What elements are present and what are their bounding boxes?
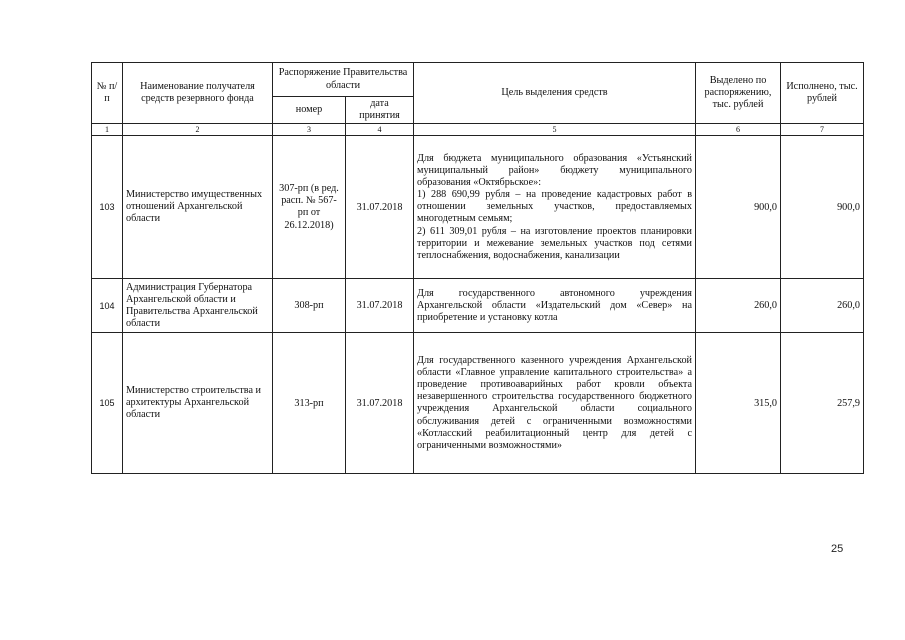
column-number: 7 [781,124,864,136]
row-number: 105 [92,333,123,474]
column-number: 5 [414,124,696,136]
purpose-paragraph: 2) 611 309,01 рубля – на изготовление проектов планировки территории и межевание земельных участков под сетями теплоснабжения, водоснабжения, канализации [417,225,692,261]
column-number-row [92,124,864,136]
reserve-fund-table [91,62,864,474]
purpose-paragraph: Для государственного автономного учреждения Архангельской области «Издательский дом «Север» на приобретение и установку котла [417,287,692,323]
order-date-cell: 31.07.2018 [346,333,414,474]
order-date-cell: 31.07.2018 [346,136,414,279]
column-number: 3 [273,124,346,136]
column-number: 1 [92,124,123,136]
table-row [92,136,864,279]
purpose-paragraph: 1) 288 690,99 рубля – на проведение кадастровых работ в отношении земельных участков, предоставляемых многодетным семьям; [417,189,692,225]
row-number: 104 [92,279,123,333]
purpose-paragraph: Для государственного казенного учреждения Архангельской области «Главное управление капитального строительства» а проведение противоаварийных работ кровли объекта незавершенного строительства государственного бюджетного учреждения Архангельской области социального обслуживания детей с ограниченными возможностями «Котласский реабилитационный центр для детей с ограниченными возможностями» [417,355,692,451]
recipient-cell: Министерство строительства и архитектуры Архангельской области [123,333,273,474]
recipient-cell: Администрация Губернатора Архангельской области и Правительства Архангельской области [123,279,273,333]
executed-cell: 260,0 [781,279,864,333]
purpose-paragraph: Для бюджета муниципального образования «Устьянский муниципальный район» бюджету муниципального образования «Октябрьское»: [417,153,692,189]
header-purpose: Цель выделения средств [414,63,696,124]
header-num: № п/п [92,63,123,124]
column-number: 2 [123,124,273,136]
header-order-date: дата принятия [346,97,414,124]
purpose-cell [414,279,696,333]
executed-cell: 900,0 [781,136,864,279]
header-order: Распоряжение Правительства области [273,63,414,97]
purpose-cell [414,136,696,279]
allocated-cell: 315,0 [696,333,781,474]
order-date-cell: 31.07.2018 [346,279,414,333]
table-row [92,333,864,474]
page-number: 25 [831,543,844,555]
executed-cell: 257,9 [781,333,864,474]
table-row [92,279,864,333]
allocated-cell: 260,0 [696,279,781,333]
allocated-cell: 900,0 [696,136,781,279]
row-number: 103 [92,136,123,279]
recipient-cell: Министерство имущественных отношений Архангельской области [123,136,273,279]
header-executed: Исполнено, тыс. рублей [781,63,864,124]
header-allocated: Выделено по распоряжению, тыс. рублей [696,63,781,124]
order-number-cell: 308-рп [273,279,346,333]
order-number-cell: 307-рп (в ред. расп. № 567-рп от 26.12.2018) [273,136,346,279]
column-number: 4 [346,124,414,136]
header-order-number: номер [273,97,346,124]
header-recipient: Наименование получателя средств резервного фонда [123,63,273,124]
column-number: 6 [696,124,781,136]
order-number-cell: 313-рп [273,333,346,474]
purpose-cell [414,333,696,474]
